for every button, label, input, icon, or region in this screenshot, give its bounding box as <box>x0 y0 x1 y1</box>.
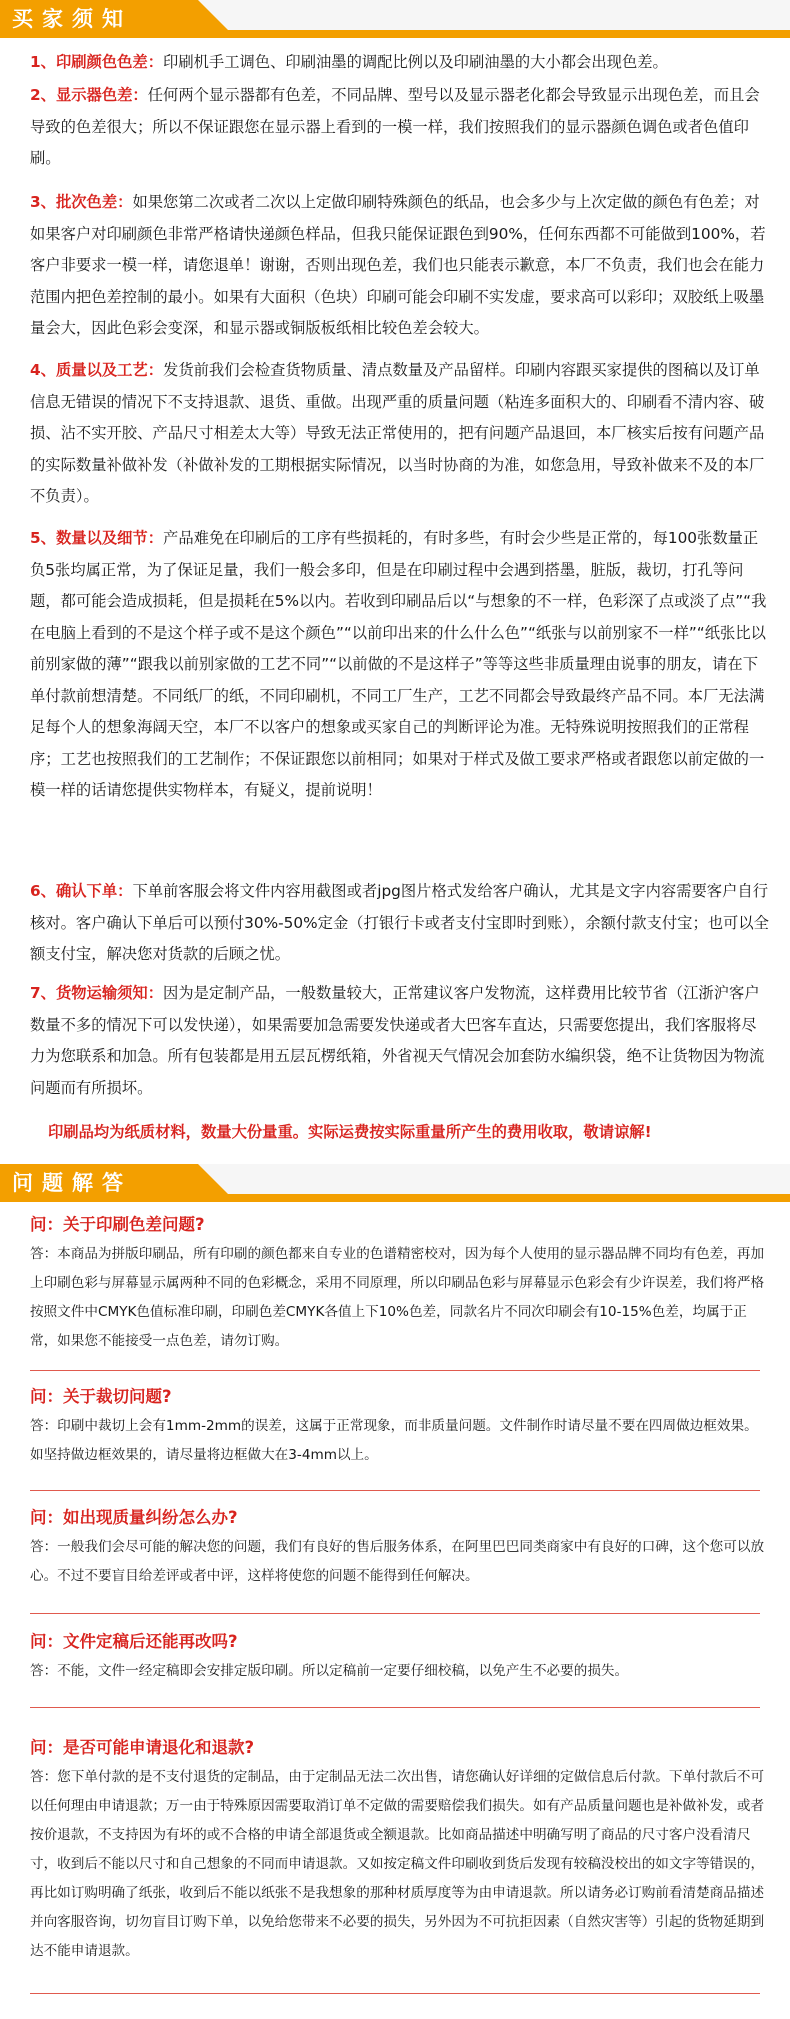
qa-answer: 答：一般我们会尽可能的解决您的问题，我们有良好的售后服务体系，在阿里巴巴同类商家中有良好的口碑，这个您可以放心。不过不要盲目给差评或者中评，这样将使您的问题不能得到任何解决。 <box>30 1539 765 1584</box>
notice-text: 下单前客服会将文件内容用截图或者jpg图片格式发给客户确认，尤其是文字内容需要客户自行核对。客户确认下单后可以预付30%-50%定金（打银行卡或者支付宝即时到账），余额付款支付宝；也可以全额支付宝，解决您对货款的后顾之忧。 <box>30 882 769 963</box>
notice-item-3 <box>30 187 770 345</box>
notice-item-4 <box>30 355 770 513</box>
notice-label: 4、质量以及工艺： <box>30 361 164 379</box>
notice-label: 3、批次色差： <box>30 193 133 211</box>
qa-divider-5 <box>30 1993 770 1994</box>
notice-label: 6、确认下单： <box>30 882 133 900</box>
qa-item-5 <box>30 1735 770 1966</box>
qa-question: 问：关于印刷色差问题? <box>30 1215 205 1234</box>
qa-divider-2 <box>30 1490 770 1491</box>
qa-answer: 答：不能，文件一经定稿即会安排定版印刷。所以定稿前一定要仔细校稿，以免产生不必要的损失。 <box>30 1663 629 1679</box>
qa-question: 问：文件定稿后还能再改吗? <box>30 1632 238 1651</box>
qa-divider-3 <box>30 1613 770 1614</box>
notice-item-6 <box>30 876 770 971</box>
shipping-note: 印刷品均为纸质材料，数量大份量重。实际运费按实际重量所产生的费用收取，敬请谅解! <box>48 1123 652 1141</box>
qa-item-3 <box>30 1505 770 1591</box>
qa-item-4 <box>30 1629 770 1686</box>
notice-label: 5、数量以及细节： <box>30 529 164 547</box>
notice-text: 如果您第二次或者二次以上定做印刷特殊颜色的纸品，也会多少与上次定做的颜色有色差；对如果客户对印刷颜色非常严格请快递颜色样品，但我只能保证跟色到90%，任何东西都不可能做到100%，若客户非要求一模一样，请您退单！谢谢，否则出现色差，我们也只能表示歉意，本厂不负责，我们也会在能力范围内把色差控制的最小。如果有大面积（色块）印刷可能会印刷不实发虚，要求高可以彩印；双胶纸上吸墨量会大，因此色彩会变深，和显示器或铜版板纸相比较色差会较大。 <box>30 193 766 337</box>
notice-item-5 <box>30 523 770 807</box>
notice-item-7 <box>30 978 770 1104</box>
notice-item-2 <box>30 80 770 175</box>
banner-underline <box>198 30 790 38</box>
qa-title: 问题解答 <box>12 1171 132 1195</box>
notice-item-1 <box>30 47 770 79</box>
notice-text: 任何两个显示器都有色差，不同品牌、型号以及显示器老化都会导致显示出现色差，而且会导致的色差很大；所以不保证跟您在显示器上看到的一模一样，我们按照我们的显示器颜色调色或者色值印刷。 <box>30 86 760 167</box>
divider-line <box>30 1613 760 1614</box>
qa-answer: 答：本商品为拼版印刷品，所有印刷的颜色都来自专业的色谱精密校对，因为每个人使用的显示器品牌不同均有色差，再加上印刷色彩与屏幕显示属两种不同的色彩概念，采用不同原理，所以印刷品色彩与屏幕显示色彩会有少许误差，我们将严格按照文件中CMYK色值标准印刷，印刷色差CMYK各值上下10%色差，同款名片不同次印刷会有10-15%色差，均属于正常，如果您不能接受一点色差，请勿订购。 <box>30 1246 765 1349</box>
qa-item-2 <box>30 1384 770 1470</box>
divider-line <box>30 1707 760 1708</box>
qa-divider-4 <box>30 1707 770 1708</box>
notice-text: 发货前我们会检查货物质量、清点数量及产品留样。印刷内容跟买家提供的图稿以及订单信息无错误的情况下不支持退款、退货、重做。出现严重的质量问题（粘连多面积大的、印刷看不清内容、破损、沾不实开胶、产品尺寸相差太大等）导致无法正常使用的，把有问题产品退回，本厂核实后按有问题产品的实际数量补做补发（补做补发的工期根据实际情况，以当时协商的为准，如您急用，导致补做来不及的本厂不负责）。 <box>30 361 765 505</box>
qa-question: 问：如出现质量纠纷怎么办? <box>30 1508 238 1527</box>
qa-banner <box>0 1164 790 1202</box>
divider-line <box>30 1993 760 1994</box>
notice-text: 因为是定制产品，一般数量较大，正常建议客户发物流，这样费用比较节省（江浙沪客户数量不多的情况下可以发快递），如果需要加急需要发快递或者大巴客车直达，只需要您提出，我们客服将尽力为您联系和加急。所有包装都是用五层瓦楞纸箱，外省视天气情况会加套防水编织袋，绝不让货物因为物流问题而有所损坏。 <box>30 984 765 1097</box>
banner-diagonal <box>198 0 228 30</box>
qa-question: 问：关于裁切问题? <box>30 1387 172 1406</box>
qa-divider-1 <box>30 1370 770 1371</box>
notice-text: 产品难免在印刷后的工序有些损耗的，有时多些，有时会少些是正常的，每100张数量正负5张均属正常，为了保证足量，我们一般会多印，但是在印刷过程中会遇到搭墨，脏版，裁切，打孔等问题，都可能会造成损耗，但是损耗在5%以内。若收到印刷品后以“与想象的不一样，色彩深了点或淡了点”“我在电脑上看到的不是这个样子或不是这个颜色”“以前印出来的什么什么色”“纸张与以前别家不一样”“纸张比以前别家做的薄”“跟我以前别家做的工艺不同”“以前做的不是这样子”等等这些非质量理由说事的朋友，请在下单付款前想清楚。不同纸厂的纸，不同印刷机，不同工厂生产，工艺不同都会导致最终产品不同。本厂无法满足每个人的想象海阔天空，本厂不以客户的想象或买家自己的判断评论为准。无特殊说明按照我们的正常程序；工艺也按照我们的工艺制作；不保证跟您以前相同；如果对于样式及做工要求严格或者跟您以前定做的一模一样的话请您提供实物样本，有疑义，提前说明！ <box>30 529 767 799</box>
notice-title: 买家须知 <box>12 7 132 31</box>
banner-underline <box>198 1194 790 1202</box>
qa-question: 问：是否可能申请退化和退款? <box>30 1738 255 1757</box>
qa-answer: 答：印刷中裁切上会有1mm-2mm的误差，这属于正常现象，而非质量问题。文件制作时请尽量不要在四周做边框效果。如坚持做边框效果的，请尽量将边框做大在3-4mm以上。 <box>30 1418 758 1463</box>
notice-label: 2、显示器色差： <box>30 86 148 104</box>
notice-label: 7、货物运输须知： <box>30 984 164 1002</box>
notice-text: 印刷机手工调色、印刷油墨的调配比例以及印刷油墨的大小都会出现色差。 <box>163 53 668 71</box>
qa-answer: 答：您下单付款的是不支付退货的定制品，由于定制品无法二次出售，请您确认好详细的定做信息后付款。下单付款后不可以任何理由申请退款；万一由于特殊原因需要取消订单不定做的需要赔偿我们损失。如有产品质量问题也是补做补发，或者按价退款，不支持因为有坏的或不合格的申请全部退货或全额退款。比如商品描述中明确写明了商品的尺寸客户没看清尺寸，收到后不能以尺寸和自己想象的不同而申请退款。又如按定稿文件印刷收到货后发现有较稿没校出的如文字等错误的，再比如订购明确了纸张，收到后不能以纸张不是我想象的那种材质厚度等为由申请退款。所以请务必订购前看清楚商品描述并向客服咨询，切勿盲目订购下单，以免给您带来不必要的损失，另外因为不可抗拒因素（自然灾害等）引起的货物延期到达不能申请退款。 <box>30 1769 765 1959</box>
divider-line <box>30 1370 760 1371</box>
notice-banner <box>0 0 790 38</box>
notice-label: 1、印刷颜色色差： <box>30 53 164 71</box>
qa-item-1 <box>30 1212 770 1356</box>
divider-line <box>30 1490 760 1491</box>
banner-diagonal <box>198 1164 228 1194</box>
